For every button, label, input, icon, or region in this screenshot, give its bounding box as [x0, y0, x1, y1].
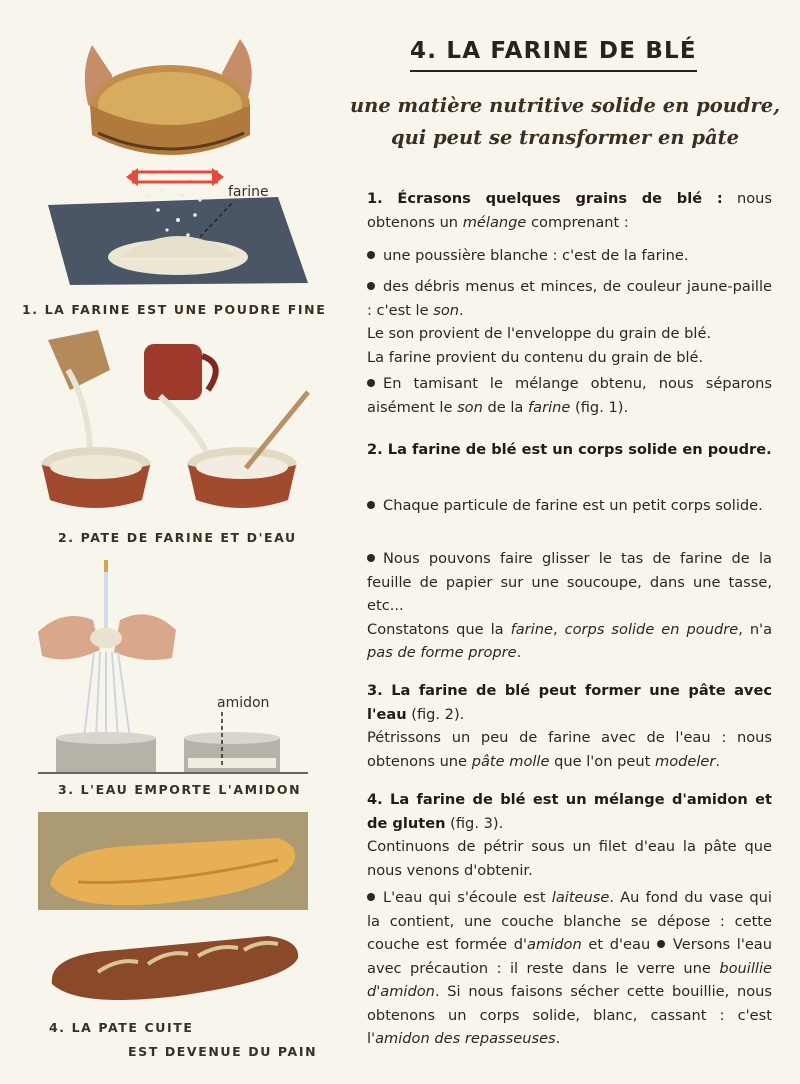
- section-4-heading: 4. La farine de blé est un mélange d'amidon et de gluten: [367, 791, 772, 832]
- section-1-bullet-3: En tamisant le mélange obtenu, nous séparons aisément le son de la farine (fig. 1).: [367, 375, 772, 416]
- figure-1-caption: 1. LA FARINE EST UNE POUDRE FINE: [22, 302, 327, 317]
- figure-1-sieve-illustration: [40, 25, 310, 290]
- bullet-icon: [367, 379, 375, 387]
- section-1-bullet-1: une poussière blanche : c'est de la farine.: [352, 244, 772, 268]
- section-2-bullet-1: Chaque particule de farine est un petit corps solide.: [352, 494, 772, 518]
- section-3: 3. La farine de blé peut former une pâte avec l'eau (fig. 2). Pétrissons un peu de farine avec de l'eau : nous obtenons une pâte molle que l'on peut modeler.: [367, 682, 772, 770]
- page-title: 4. LA FARINE DE BLÉ: [410, 38, 697, 72]
- bullet-icon: [367, 251, 375, 259]
- bullet-icon: [367, 554, 375, 562]
- figure-3-caption: 3. L'EAU EMPORTE L'AMIDON: [58, 782, 302, 797]
- figure-4-caption-line2: EST DEVENUE DU PAIN: [128, 1044, 318, 1059]
- section-4: 4. La farine de blé est un mélange d'amidon et de gluten (fig. 3). Continuons de pétrir sous un filet d'eau la pâte que nous venons d'obtenir.: [367, 791, 772, 879]
- bullet-icon: [657, 940, 665, 948]
- label-farine: farine: [228, 184, 269, 200]
- figure-2-paste-illustration: [40, 330, 320, 525]
- section-4-bullet-1: L'eau qui s'écoule est laiteuse. Au fond du vase qui la contient, une couche blanche se dépose : cette couche est formée d'amidon et d'eau Versons l'eau avec précaution : il reste dans le verre une bouillie d'amidon. Si nous faisons sécher cette bouillie, nous obtenons un corps solide, blanc, cassant : c'est l'amidon des repasseuses.: [367, 889, 772, 1047]
- figure-2-caption: 2. PATE DE FARINE ET D'EAU: [58, 530, 297, 545]
- text-column: [332, 0, 798, 1084]
- figure-3-washing-illustration: [38, 560, 308, 775]
- section-1-heading: 1. Écrasons quelques grains de blé :: [367, 190, 723, 207]
- section-3-heading: 3. La farine de blé peut former une pâte avec l'eau: [367, 682, 772, 723]
- figure-4-bread-illustration: [38, 812, 318, 1020]
- figure-4-caption-line1: 4. LA PATE CUITE: [49, 1020, 194, 1035]
- section-1-bullet-2: des débris menus et minces, de couleur jaune-paille : c'est le son. Le son provient de l'enveloppe du grain de blé. La farine provient du contenu du grain de blé.: [367, 278, 772, 366]
- section-2-bullet-2: Nous pouvons faire glisser le tas de farine de la feuille de papier sur une soucoupe, dans une tasse, etc... Constatons que la farine, corps solide en poudre, n'a pas de forme propre.: [367, 550, 773, 661]
- section-2-heading: 2. La farine de blé est un corps solide en poudre.: [367, 441, 772, 458]
- section-1-intro: 1. Écrasons quelques grains de blé : nous obtenons un mélange comprenant :: [367, 190, 773, 231]
- label-amidon: amidon: [217, 695, 270, 711]
- bullet-icon: [367, 501, 375, 509]
- subtitle-line-1: une matière nutritive solide en poudre,: [349, 94, 781, 117]
- subtitle-line-2: qui peut se transformer en pâte: [390, 126, 740, 149]
- illustrations-column: [0, 0, 330, 1084]
- bullet-icon: [367, 893, 375, 901]
- bullet-icon: [367, 282, 375, 290]
